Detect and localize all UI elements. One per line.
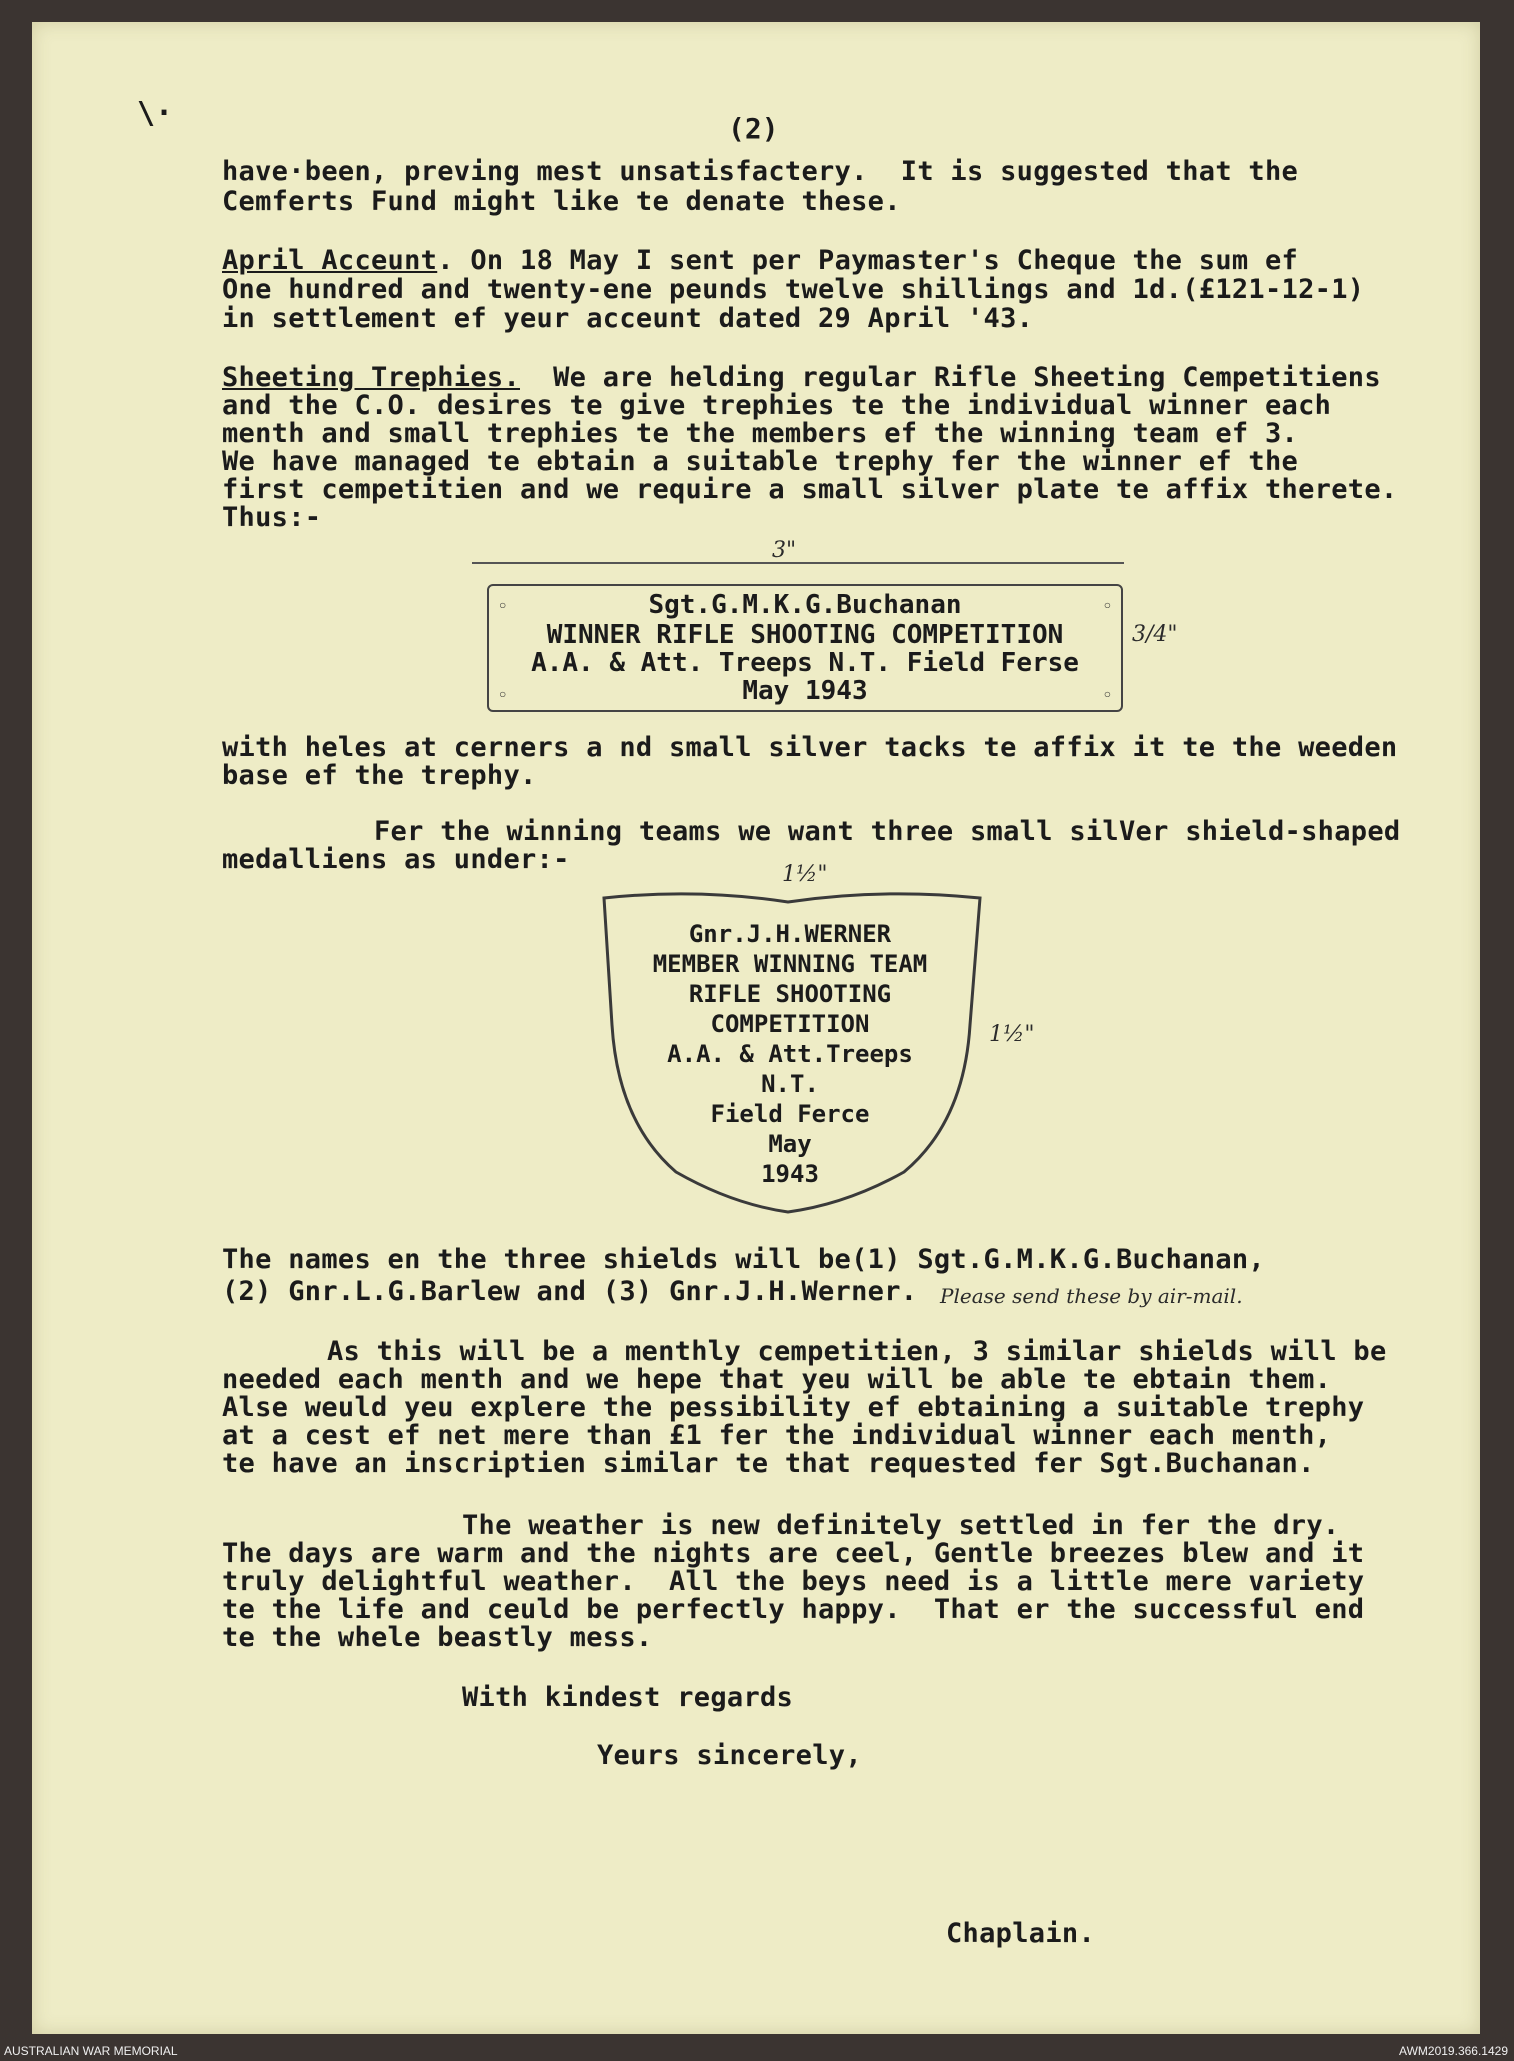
shield-line-8: May [768,1130,812,1158]
text-line: at a cest ef net mere than £1 fer the individual winner each menth, [222,1420,1332,1451]
text-line: first cempetitien and we require a small silver plate te affix therete. [222,474,1398,505]
text-line: . On 18 May I sent per Paymaster's Cheque the sum ef [437,245,1299,276]
shooting-trophies-heading: Sheeting Trephies. [222,362,520,393]
text-line: in settlement ef yeur acceunt dated 29 April '43. [222,303,1034,334]
plate-line-1: Sgt.G.M.K.G.Buchanan [648,590,962,620]
text-line: have·been, preving mest unsatisfactery. It is suggested that the [222,156,1299,187]
shield-height-label: 1½" [989,1022,1035,1047]
letter-page [32,22,1480,2034]
shield-line-4: COMPETITION [710,1010,870,1038]
april-account-heading: April Acceunt [222,245,438,276]
april-account-paragraph [222,247,1298,275]
text-line: Cemferts Fund might like te denate these. [222,186,901,217]
text-line: te the life and ceuld be perfectly happy. That er the successful end [222,1594,1365,1625]
shield-line-2: MEMBER WINNING TEAM [652,950,928,978]
tack-hole-icon: ○ [499,687,507,701]
plate-height-label: 3/4" [1132,622,1178,647]
shield-line-9: 1943 [761,1160,819,1188]
text-line: and the C.O. desires te give trephies te the individual winner each [222,390,1332,421]
shield-medallion-drawing [592,880,1012,1220]
shield-line-1: Gnr.J.H.WERNER [688,920,892,948]
corner-mark: \· [137,96,174,131]
closing-regards: With kindest regards [462,1682,794,1713]
text-line: medalliens as under:- [222,844,570,875]
text-line: (2) Gnr.L.G.Barlew and (3) Gnr.J.H.Werner. [222,1276,918,1307]
shield-line-5: A.A. & Att.Treeps [667,1040,913,1068]
text-line: Fer the winning teams we want three small silVer shield-shaped [374,816,1401,847]
text-line: Alse weuld yeu explere the pessibility ef ebtaining a suitable trephy [222,1392,1365,1423]
plate-line-4: May 1943 [742,676,868,706]
shield-line-7: Field Ferce [710,1100,870,1128]
silver-plate-drawing [487,584,1123,712]
shield-line-3: RIFLE SHOOTING [688,980,892,1008]
text-line: menth and small trephies te the members ef the winning team ef 3. [222,418,1299,449]
page-number: (2) [728,112,779,145]
plate-line-3: A.A. & Att. Treeps N.T. Field Ferse [531,648,1079,678]
footer-catalogue-number: AWM2019.366.1429 [1399,2044,1508,2058]
text-line: As this will be a menthly cempetitien, 3 similar shields will be [327,1336,1387,1367]
text-line: The names en the three shields will be(1) Sgt.G.M.K.G.Buchanan, [222,1244,1265,1275]
shooting-trophies-paragraph [222,364,1381,392]
text-line: truly delightful weather. All the beys need is a little mere variety [222,1566,1365,1597]
closing-sincerely: Yeurs sincerely, [597,1740,862,1771]
text-line: One hundred and twenty-ene peunds twelve shillings and 1d.(£121-12-1) [222,274,1365,305]
text-line: We are helding regular Rifle Sheeting Cempetitiens [520,362,1381,393]
tack-hole-icon: ○ [1103,687,1111,701]
text-line: Thus:- [222,502,322,533]
text-line: base ef the trephy. [222,760,537,791]
shield-line-6: N.T. [761,1070,819,1098]
tack-hole-icon: ○ [1103,598,1111,612]
plate-width-label: 3" [772,538,797,563]
tack-hole-icon: ○ [499,598,507,612]
plate-line-2: WINNER RIFLE SHOOTING COMPETITION [546,620,1064,650]
shield-width-label: 1½" [782,862,828,887]
text-line: needed each menth and we hepe that yeu will be able te ebtain them. [222,1364,1332,1395]
text-line: te the whele beastly mess. [222,1622,653,1653]
signoff-chaplain: Chaplain. [946,1918,1095,1949]
plate-width-line [472,562,1124,564]
text-line: We have managed te ebtain a suitable trephy fer the winner ef the [222,446,1299,477]
text-line: te have an inscriptien similar te that requested fer Sgt.Buchanan. [222,1448,1315,1479]
text-line: The weather is new definitely settled in fer the dry. [462,1510,1340,1541]
text-line: with heles at cerners a nd small silver tacks te affix it te the weeden [222,732,1398,763]
text-line: The days are warm and the nights are ceel, Gentle breezes blew and it [222,1538,1365,1569]
handwritten-airmail-note: Please send these by air-mail. [940,1284,1243,1308]
footer-archive-name: AUSTRALIAN WAR MEMORIAL [4,2044,178,2058]
